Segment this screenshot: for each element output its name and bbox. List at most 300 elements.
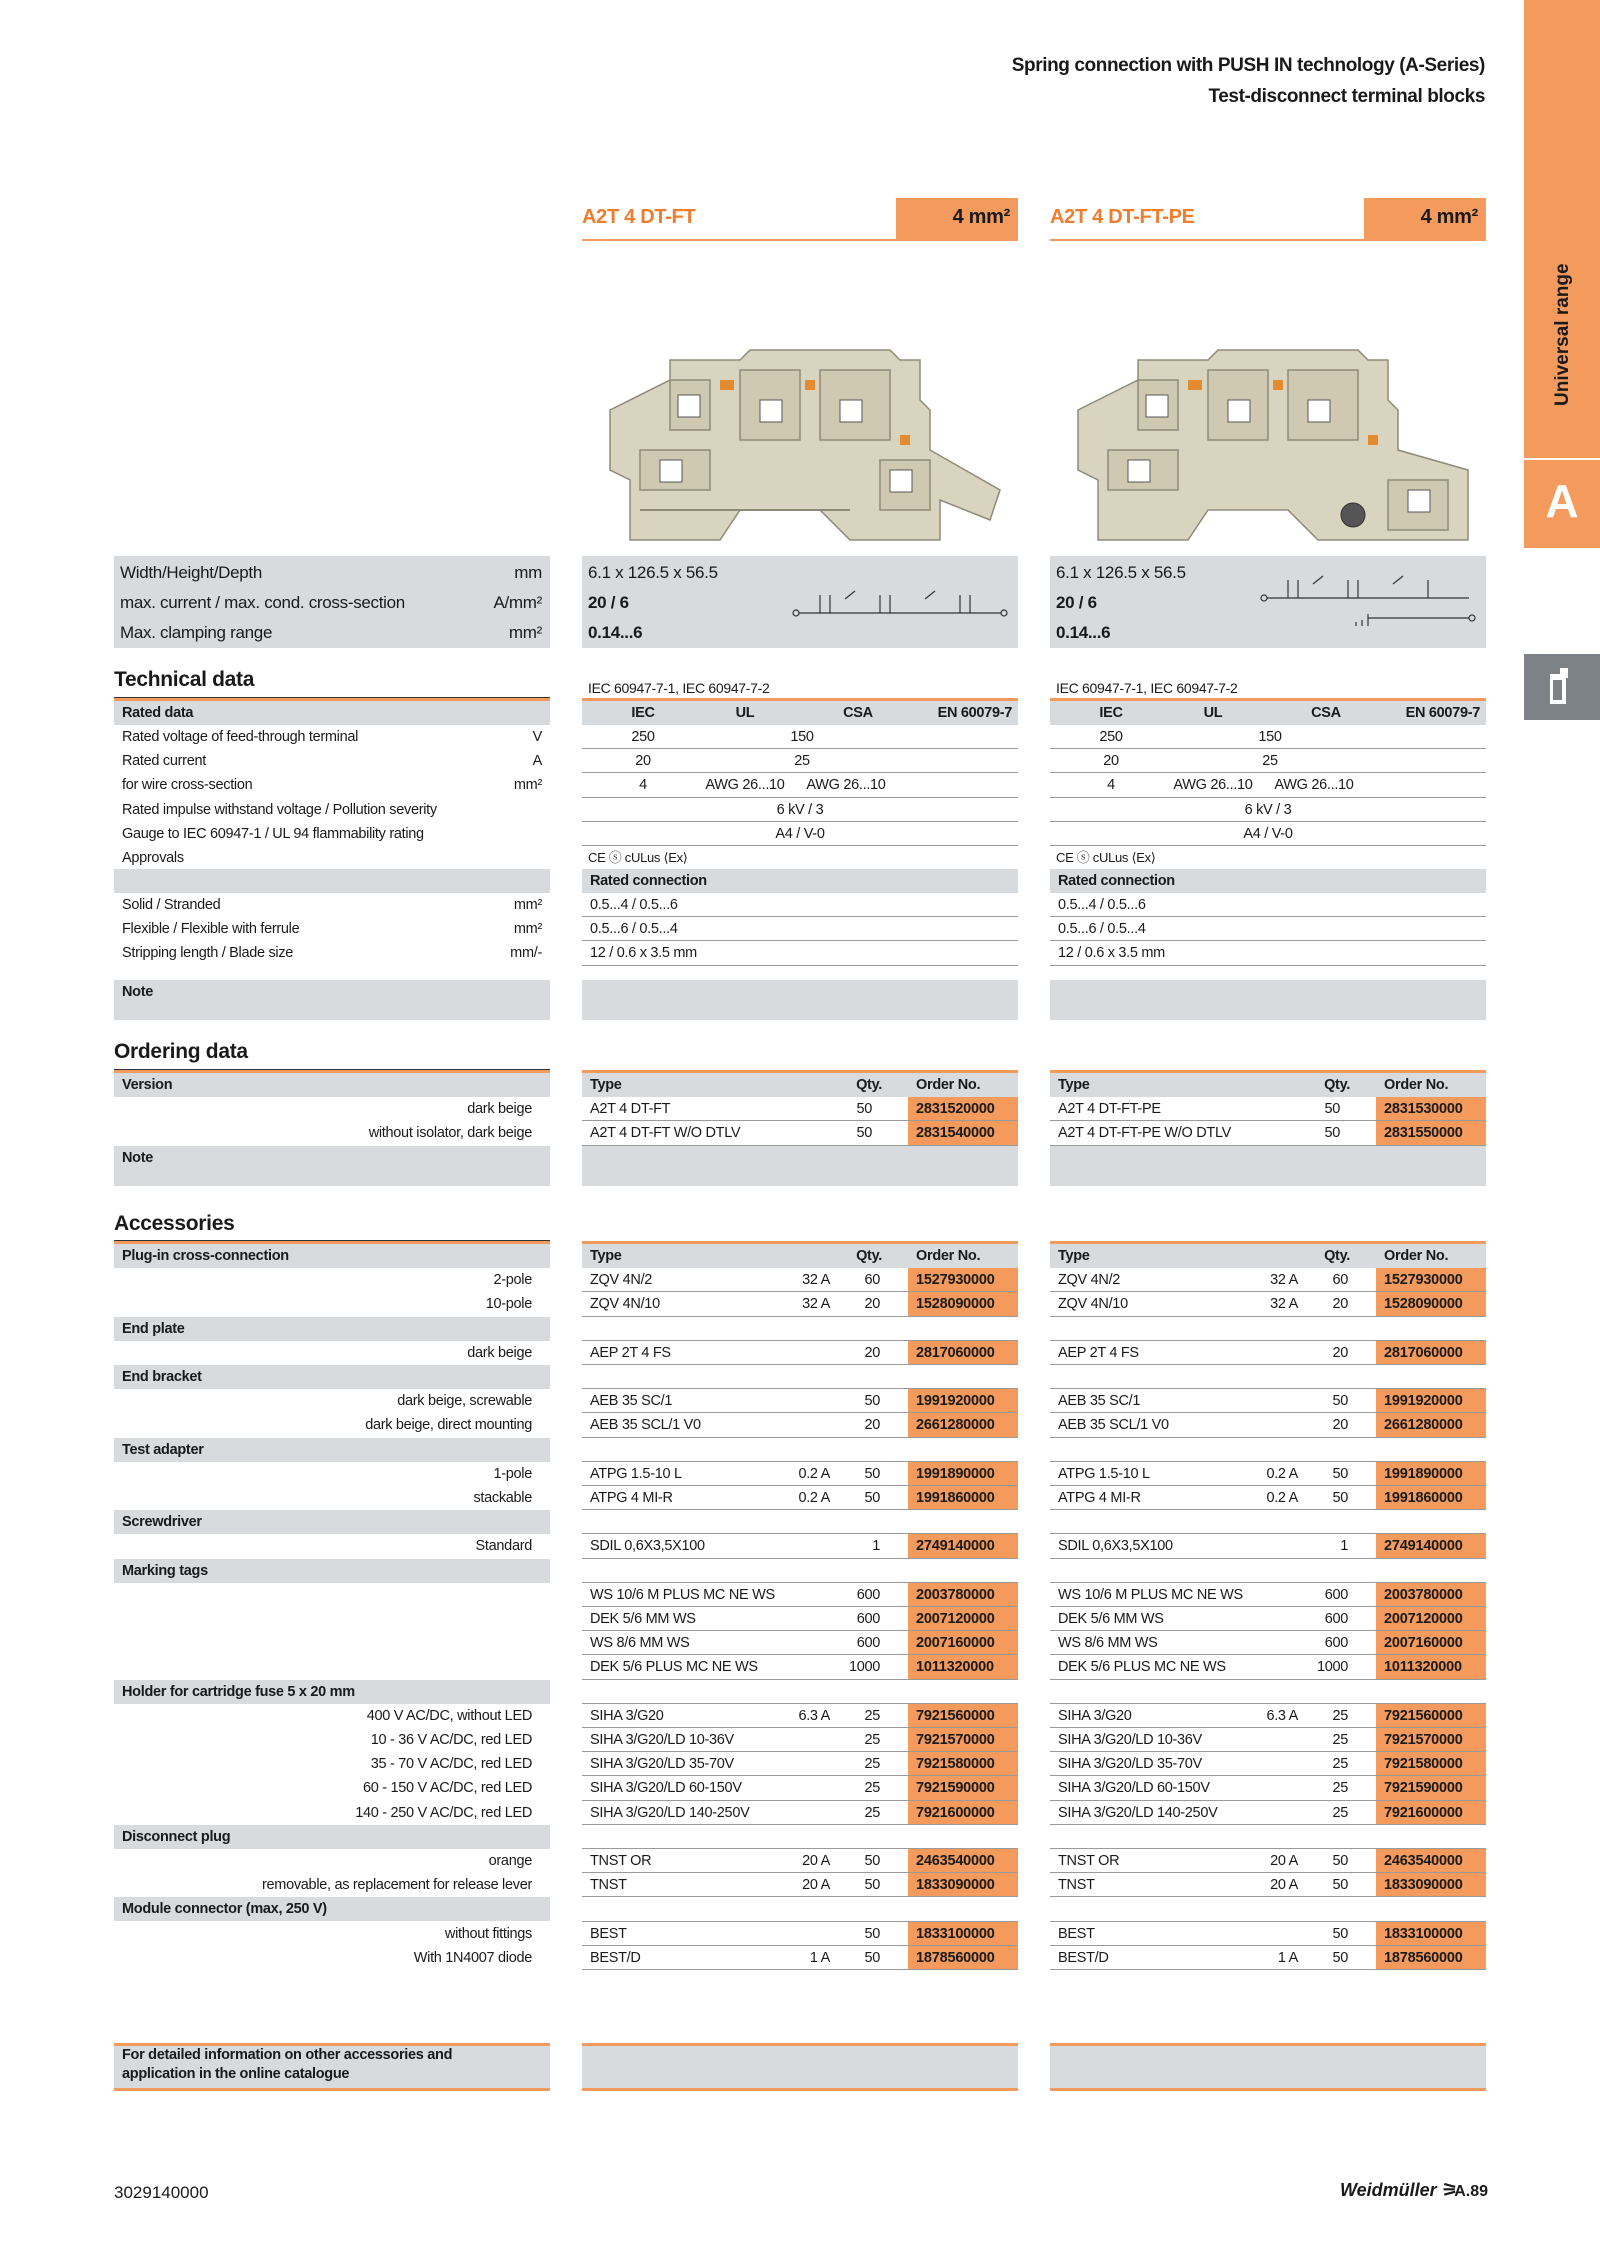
- summary-label-0: Width/Height/Depth: [120, 563, 263, 582]
- product1-acc-type-6-4: SIHA 3/G20/LD 140-250V: [590, 1804, 750, 1821]
- product1-acc-qty-5-1: 600: [856, 1611, 880, 1627]
- product2-gauge: A4 / V-0: [1243, 825, 1293, 842]
- product2-acc-type-5-2: WS 8/6 MM WS: [1058, 1635, 1158, 1652]
- product1-acc-type-5-3: DEK 5/6 PLUS MC NE WS: [590, 1659, 758, 1676]
- product2-acc-rating-7-0: 20 A: [1270, 1853, 1298, 1869]
- product1-clamp-value-0: 0.5...4 / 0.5...6: [590, 897, 678, 913]
- tech-unit-2: mm²: [513, 777, 542, 794]
- product1-acc-order-6-2: 7921580000: [908, 1752, 1018, 1776]
- product2-acc-type-4-0: SDIL 0,6X3,5X100: [1058, 1538, 1173, 1555]
- product2-acc-type-8-0: BEST: [1058, 1925, 1095, 1942]
- clamp-unit-1: mm²: [513, 921, 542, 938]
- footer-note-line1: For detailed information on other accessories and: [122, 2047, 453, 2063]
- product2-acc-type-5-1: DEK 5/6 MM WS: [1058, 1611, 1164, 1627]
- product1-impulse: 6 kV / 3: [776, 801, 824, 818]
- brand-logo: [1340, 2180, 1458, 2201]
- product2-ordering-qty-1: 50: [1324, 1125, 1340, 1142]
- product1-ordering-type-head: Type: [590, 1077, 622, 1093]
- product2-ordering-order-head: Order No.: [1384, 1077, 1449, 1093]
- document-number: 3029140000: [114, 2183, 209, 2202]
- product1-voltage-iec: 250: [631, 729, 655, 745]
- product2-acc-line-8-1: [1050, 1969, 1486, 1970]
- tech-label-2: for wire cross-section: [122, 777, 253, 794]
- product1-acc-qty-8-1: 50: [864, 1949, 880, 1966]
- product1-acc-order-6-0: 7921560000: [908, 1704, 1018, 1728]
- product2-acc-qty-7-1: 50: [1332, 1877, 1348, 1894]
- product1-ordering-type-1: A2T 4 DT-FT W/O DTLV: [590, 1125, 741, 1142]
- product1-acc-rating-3-0: 0.2 A: [798, 1465, 830, 1482]
- product2-acc-qty-6-0: 25: [1332, 1707, 1348, 1724]
- product2-clamp-value-0: 0.5...4 / 0.5...6: [1058, 897, 1146, 913]
- product1-acc-order-5-0: 2003780000: [908, 1583, 1018, 1607]
- summary-unit-1: A/mm²: [493, 593, 542, 612]
- product2-acc-qty-0-0: 60: [1332, 1272, 1348, 1289]
- product2-technical-note-box: [1050, 980, 1486, 1020]
- product1-current-ul: 25: [794, 753, 810, 770]
- acc-group-name-2: End bracket: [122, 1369, 202, 1385]
- product2-acc-order-2-0: 1991920000: [1376, 1389, 1486, 1413]
- acc-label-2-1: dark beige, direct mounting: [365, 1417, 532, 1434]
- product2-acc-type-5-0: WS 10/6 M PLUS MC NE WS: [1058, 1586, 1243, 1603]
- product1-acc-qty-2-1: 20: [864, 1417, 880, 1434]
- acc-group-name-6: Holder for cartridge fuse 5 x 20 mm: [122, 1683, 355, 1700]
- product1-acc-type-5-0: WS 10/6 M PLUS MC NE WS: [590, 1586, 775, 1603]
- product2-acc-qty-2-0: 50: [1332, 1393, 1348, 1410]
- product2-header: [1050, 198, 1486, 240]
- acc-label-3-0: 1-pole: [493, 1465, 532, 1482]
- product2-acc-rating-3-0: 0.2 A: [1266, 1465, 1298, 1482]
- product2-acc-qty-0-1: 20: [1332, 1296, 1348, 1313]
- product1-acc-qty-6-3: 25: [864, 1780, 880, 1797]
- clamp-label-1: Flexible / Flexible with ferrule: [122, 921, 300, 938]
- product2-acc-order-5-3: 1011320000: [1376, 1655, 1486, 1679]
- summary-label-1: max. current / max. cond. cross-section: [120, 593, 405, 612]
- product2-acc-order-2-1: 2661280000: [1376, 1413, 1486, 1437]
- clamp-unit-2: mm/-: [510, 945, 542, 962]
- product1-acc-order-8-1: 1878560000: [908, 1946, 1018, 1970]
- product1-acc-type-0-1: ZQV 4N/10: [590, 1296, 660, 1313]
- product2-acc-line-1-0: [1050, 1364, 1486, 1365]
- acc-label-2-0: dark beige, screwable: [397, 1393, 532, 1410]
- product1-current-iec: 20: [635, 753, 651, 770]
- terminal-category-icon: [1524, 654, 1600, 720]
- product2-acc-order-5-2: 2007160000: [1376, 1631, 1486, 1655]
- product1-acc-type-3-0: ATPG 1.5-10 L: [590, 1465, 682, 1482]
- acc-group-name-0: Plug-in cross-connection: [122, 1248, 289, 1264]
- product2-acc-order-0-1: 1528090000: [1376, 1292, 1486, 1316]
- product2-rated-connection-label: Rated connection: [1058, 873, 1175, 889]
- brand-name: Weidmüller: [1340, 2180, 1437, 2200]
- tech-label-3: Rated impulse withstand voltage / Pollution severity: [122, 801, 437, 818]
- product2-standards: IEC 60947-7-1, IEC 60947-7-2: [1056, 680, 1238, 696]
- footer-note-bottom-0: [114, 2088, 550, 2091]
- product2-acc-order-5-1: 2007120000: [1376, 1607, 1486, 1631]
- product1-acc-order-2-0: 1991920000: [908, 1389, 1018, 1413]
- product2-acc-order-6-2: 7921580000: [1376, 1752, 1486, 1776]
- product2-acc-qty-1-0: 20: [1332, 1344, 1348, 1361]
- side-tab-letter: A: [1545, 475, 1579, 527]
- product2-ordering-qty-head: Qty.: [1324, 1077, 1350, 1093]
- product2-acc-rating-0-1: 32 A: [1270, 1296, 1298, 1313]
- product2-name: A2T 4 DT-FT-PE: [1050, 206, 1195, 228]
- product1-acc-type-6-1: SIHA 3/G20/LD 10-36V: [590, 1732, 734, 1748]
- product2-acc-rating-3-1: 0.2 A: [1266, 1490, 1298, 1506]
- product2-colhead-1: UL: [1203, 705, 1223, 721]
- product1-acc-line-5-3: [582, 1679, 1018, 1680]
- product2-acc-qty-3-0: 50: [1332, 1465, 1348, 1482]
- product1-voltage-ul: 150: [790, 729, 814, 745]
- product2-ordering-qty-0: 50: [1324, 1101, 1340, 1118]
- tech-unit-1: A: [532, 753, 542, 770]
- ordering-label-1: without isolator, dark beige: [368, 1125, 532, 1142]
- product1-ordering-note-box: [582, 1146, 1018, 1186]
- product1-acc-order-0-0: 1527930000: [908, 1268, 1018, 1292]
- product1-acc-rating-8-1: 1 A: [809, 1949, 830, 1966]
- acc-group-name-7: Disconnect plug: [122, 1828, 231, 1845]
- page-number: A.89: [1454, 2183, 1488, 2200]
- product2-acc-qty-6-1: 25: [1332, 1732, 1348, 1748]
- product2-acc-rating-0-0: 32 A: [1270, 1272, 1298, 1289]
- technical-note-box: [114, 980, 550, 1020]
- product1-current: 20 / 6: [588, 593, 629, 612]
- acc-label-8-1: With 1N4007 diode: [413, 1949, 532, 1966]
- acc-label-0-0: 2-pole: [493, 1272, 532, 1289]
- product1-acc-order-2-1: 2661280000: [908, 1413, 1018, 1437]
- product1-acc-type-0-0: ZQV 4N/2: [590, 1272, 653, 1289]
- tech-label-5: Approvals: [122, 850, 184, 866]
- product1-acc-line-1-0: [582, 1364, 1018, 1365]
- product1-clamp-value-1: 0.5...6 / 0.5...4: [590, 921, 678, 938]
- product2-acc-order-7-0: 2463540000: [1376, 1849, 1486, 1873]
- product1-clamp: 0.14...6: [588, 623, 643, 642]
- product1-size: 4 mm²: [952, 206, 1010, 228]
- product1-acc-order-4-0: 2749140000: [908, 1534, 1018, 1558]
- product1-ordering-order-head: Order No.: [916, 1077, 981, 1093]
- product2-acc-line-5-3: [1050, 1679, 1486, 1680]
- acc-label-1-0: dark beige: [467, 1344, 532, 1361]
- tech-label-1: Rated current: [122, 753, 206, 770]
- product2-acc-line-4-0: [1050, 1558, 1486, 1559]
- product2-approvals-icons: CE ⓢ cULus ⟨Ex⟩: [1056, 850, 1156, 865]
- product2-acc-order-6-0: 7921560000: [1376, 1704, 1486, 1728]
- product2-acc-type-6-1: SIHA 3/G20/LD 10-36V: [1058, 1732, 1202, 1748]
- product2-acc-order-7-1: 1833090000: [1376, 1873, 1486, 1897]
- technical-title: Technical data: [114, 668, 255, 691]
- product2-acc-order-0-0: 1527930000: [1376, 1268, 1486, 1292]
- product1-colhead-1: UL: [735, 705, 755, 721]
- product1-image: [600, 340, 1010, 550]
- product2-clamp-value-1: 0.5...6 / 0.5...4: [1058, 921, 1146, 938]
- acc-label-8-0: without fittings: [444, 1925, 532, 1942]
- product1-acc-order-3-1: 1991860000: [908, 1486, 1018, 1510]
- rated-data-label: Rated data: [122, 705, 194, 721]
- product2-acc-qty-5-0: 600: [1324, 1586, 1348, 1603]
- product1-acc-type-head: Type: [590, 1248, 622, 1264]
- product2-acc-order-5-0: 2003780000: [1376, 1583, 1486, 1607]
- product2-clamp-line-2: [1050, 965, 1486, 966]
- product1-footer-note-box: [582, 2046, 1018, 2088]
- product2-acc-type-5-3: DEK 5/6 PLUS MC NE WS: [1058, 1659, 1226, 1676]
- product1-acc-order-0-1: 1528090000: [908, 1292, 1018, 1316]
- product1-clamp-value-2: 12 / 0.6 x 3.5 mm: [590, 945, 697, 962]
- product2-acc-type-1-0: AEP 2T 4 FS: [1058, 1344, 1139, 1361]
- acc-label-4-0: Standard: [475, 1538, 532, 1555]
- product1-colhead-0: IEC: [631, 705, 655, 721]
- product2-acc-type-8-1: BEST/D: [1058, 1949, 1109, 1966]
- footer-note-bottom-1: [582, 2088, 1018, 2091]
- product1-acc-qty-0-0: 60: [864, 1272, 880, 1289]
- product2-acc-rating-8-1: 1 A: [1277, 1949, 1298, 1966]
- product1-wire-ul: AWG 26...10: [705, 777, 785, 794]
- ordering-note-label: Note: [122, 1149, 154, 1166]
- technical-note-label: Note: [122, 984, 154, 1000]
- product1-acc-line-3-1: [582, 1509, 1018, 1510]
- product2-acc-qty-5-3: 1000: [1316, 1659, 1348, 1676]
- product1-acc-order-6-1: 7921570000: [908, 1728, 1018, 1752]
- acc-label-6-2: 35 - 70 V AC/DC, red LED: [370, 1756, 532, 1773]
- product2-acc-order-8-1: 1878560000: [1376, 1946, 1486, 1970]
- product2-acc-type-3-0: ATPG 1.5-10 L: [1058, 1465, 1150, 1482]
- product2-acc-qty-8-1: 50: [1332, 1949, 1348, 1966]
- product2-acc-qty-8-0: 50: [1332, 1925, 1348, 1942]
- product1-technical-note-box: [582, 980, 1018, 1020]
- product2-acc-order-4-0: 2749140000: [1376, 1534, 1486, 1558]
- product1-ordering-order-0: 2831520000: [908, 1097, 1018, 1121]
- brand-mark-icon: ⚞: [1441, 2180, 1458, 2200]
- product2-acc-order-1-0: 2817060000: [1376, 1341, 1486, 1365]
- product2-current: 20 / 6: [1056, 593, 1097, 612]
- header-line1: Spring connection with PUSH IN technology (A-Series): [1011, 55, 1485, 76]
- product1-header-line: [582, 239, 1018, 241]
- clamp-unit-0: mm²: [513, 897, 542, 913]
- product2-ordering-order-1: 2831550000: [1376, 1121, 1486, 1145]
- acc-group-name-8: Module connector (max, 250 V): [122, 1901, 327, 1918]
- footer-note-orange-2: [1050, 2043, 1486, 2046]
- product2-acc-qty-2-1: 20: [1332, 1417, 1348, 1434]
- acc-label-0-1: 10-pole: [485, 1296, 532, 1313]
- accessories-title: Accessories: [114, 1212, 235, 1235]
- product1-acc-qty-6-1: 25: [864, 1732, 880, 1748]
- product1-acc-type-7-1: TNST: [590, 1877, 627, 1894]
- product1-acc-rating-0-0: 32 A: [802, 1272, 830, 1289]
- product1-name: A2T 4 DT-FT: [582, 206, 696, 228]
- ordering-version-label: Version: [122, 1077, 173, 1093]
- product1-acc-order-8-0: 1833100000: [908, 1922, 1018, 1946]
- product1-acc-rating-3-1: 0.2 A: [798, 1490, 830, 1506]
- product1-acc-order-5-1: 2007120000: [908, 1607, 1018, 1631]
- acc-label-6-3: 60 - 150 V AC/DC, red LED: [363, 1780, 532, 1797]
- product1-acc-type-3-1: ATPG 4 MI-R: [590, 1490, 673, 1506]
- product1-acc-qty-8-0: 50: [864, 1925, 880, 1942]
- product1-acc-qty-3-1: 50: [864, 1490, 880, 1506]
- product2-acc-qty-7-0: 50: [1332, 1853, 1348, 1869]
- ordering-label-0: dark beige: [467, 1101, 532, 1118]
- product2-acc-rating-6-0: 6.3 A: [1266, 1707, 1298, 1724]
- acc-label-7-0: orange: [488, 1853, 532, 1869]
- product2-ordering-order-0: 2831530000: [1376, 1097, 1486, 1121]
- product2-acc-type-0-1: ZQV 4N/10: [1058, 1296, 1128, 1313]
- product2-size-box: [1364, 198, 1486, 240]
- acc-label-3-1: stackable: [473, 1490, 532, 1506]
- product2-voltage-iec: 250: [1099, 729, 1123, 745]
- acc-label-6-4: 140 - 250 V AC/DC, red LED: [355, 1804, 532, 1821]
- acc-group-name-3: Test adapter: [122, 1441, 204, 1458]
- product1-acc-order-6-4: 7921600000: [908, 1801, 1018, 1825]
- product2-acc-type-6-0: SIHA 3/G20: [1058, 1707, 1132, 1724]
- product2-size: 4 mm²: [1420, 206, 1478, 228]
- footer-note-bottom-2: [1050, 2088, 1486, 2091]
- product2-wire-ul: AWG 26...10: [1173, 777, 1253, 794]
- product1-ordering-order-1: 2831540000: [908, 1121, 1018, 1145]
- product1-colhead-3: EN 60079-7: [937, 705, 1012, 721]
- product1-rated-connection-label: Rated connection: [590, 873, 707, 889]
- product1-acc-order-head: Order No.: [916, 1248, 981, 1264]
- header-line2: Test-disconnect terminal blocks: [1208, 86, 1485, 107]
- product2-acc-type-2-0: AEB 35 SC/1: [1058, 1393, 1141, 1410]
- product1-acc-qty-2-0: 50: [864, 1393, 880, 1410]
- ordering-note-box: [114, 1146, 550, 1186]
- product2-acc-rating-7-1: 20 A: [1270, 1877, 1298, 1894]
- product2-image: [1068, 340, 1478, 550]
- product2-colhead-3: EN 60079-7: [1405, 705, 1480, 721]
- product1-acc-type-2-1: AEB 35 SCL/1 V0: [590, 1417, 701, 1434]
- product2-acc-qty-4-0: 1: [1340, 1538, 1348, 1555]
- product1-acc-line-7-1: [582, 1896, 1018, 1897]
- product2-acc-order-6-3: 7921590000: [1376, 1776, 1486, 1800]
- product1-acc-type-4-0: SDIL 0,6X3,5X100: [590, 1538, 705, 1555]
- product2-acc-qty-6-4: 25: [1332, 1804, 1348, 1821]
- product1-acc-order-6-3: 7921590000: [908, 1776, 1018, 1800]
- product2-acc-type-7-0: TNST OR: [1058, 1853, 1120, 1869]
- product1-gauge: A4 / V-0: [775, 825, 825, 842]
- product2-acc-order-3-0: 1991890000: [1376, 1462, 1486, 1486]
- product1-acc-line-8-1: [582, 1969, 1018, 1970]
- summary-label-2: Max. clamping range: [120, 623, 273, 642]
- product2-voltage-ul: 150: [1258, 729, 1282, 745]
- summary-unit-0: mm: [514, 563, 542, 582]
- product1-acc-order-7-1: 1833090000: [908, 1873, 1018, 1897]
- product1-acc-type-6-0: SIHA 3/G20: [590, 1707, 664, 1724]
- product1-acc-rating-7-0: 20 A: [802, 1853, 830, 1869]
- product1-acc-type-5-1: DEK 5/6 MM WS: [590, 1611, 696, 1627]
- product1-acc-rating-7-1: 20 A: [802, 1877, 830, 1894]
- product2-acc-order-6-4: 7921600000: [1376, 1801, 1486, 1825]
- product1-colhead-2: CSA: [843, 705, 873, 721]
- product1-clamp-line-2: [582, 965, 1018, 966]
- product2-acc-line-2-1: [1050, 1437, 1486, 1438]
- product1-acc-qty-4-0: 1: [872, 1538, 880, 1555]
- product2-acc-qty-3-1: 50: [1332, 1490, 1348, 1506]
- product2-wire-csa: AWG 26...10: [1274, 777, 1354, 794]
- product1-dims: 6.1 x 126.5 x 56.5: [588, 563, 718, 582]
- product1-wire-iec: 4: [639, 777, 647, 794]
- product1-acc-qty-3-0: 50: [864, 1465, 880, 1482]
- product1-approvals-icons: CE ⓢ cULus ⟨Ex⟩: [588, 850, 688, 865]
- product2-clamp: 0.14...6: [1056, 623, 1111, 642]
- product2-acc-type-2-1: AEB 35 SCL/1 V0: [1058, 1417, 1169, 1434]
- product2-clamp-value-2: 12 / 0.6 x 3.5 mm: [1058, 945, 1165, 962]
- product1-ordering-qty-1: 50: [856, 1125, 872, 1142]
- product1-circuit-symbol: [790, 585, 1010, 621]
- product2-acc-qty-6-2: 25: [1332, 1756, 1348, 1773]
- product1-acc-type-8-1: BEST/D: [590, 1949, 641, 1966]
- product2-acc-qty-6-3: 25: [1332, 1780, 1348, 1797]
- product1-acc-line-2-1: [582, 1437, 1018, 1438]
- product2-acc-order-6-1: 7921570000: [1376, 1728, 1486, 1752]
- product1-acc-line-6-4: [582, 1824, 1018, 1825]
- side-tab-divider: [1524, 458, 1600, 460]
- product2-footer-note-box: [1050, 2046, 1486, 2088]
- product2-acc-type-7-1: TNST: [1058, 1877, 1095, 1894]
- clamp-label-2: Stripping length / Blade size: [122, 945, 294, 962]
- product1-acc-order-5-2: 2007160000: [908, 1631, 1018, 1655]
- product1-acc-qty-1-0: 20: [864, 1344, 880, 1361]
- product2-colhead-2: CSA: [1311, 705, 1341, 721]
- product2-impulse: 6 kV / 3: [1244, 801, 1292, 818]
- acc-label-6-1: 10 - 36 V AC/DC, red LED: [370, 1732, 532, 1748]
- product1-acc-type-1-0: AEP 2T 4 FS: [590, 1344, 671, 1361]
- product1-acc-type-6-3: SIHA 3/G20/LD 60-150V: [590, 1780, 742, 1797]
- tech-label-4: Gauge to IEC 60947-1 / UL 94 flammability rating: [122, 825, 424, 842]
- product2-header-line: [1050, 239, 1486, 241]
- acc-label-7-1: removable, as replacement for release lever: [262, 1877, 532, 1894]
- footer-note-line2: application in the online catalogue: [122, 2066, 350, 2082]
- acc-group-name-4: Screwdriver: [122, 1514, 202, 1531]
- footer-note-orange-1: [582, 2043, 1018, 2046]
- product2-acc-type-6-2: SIHA 3/G20/LD 35-70V: [1058, 1756, 1202, 1773]
- product1-acc-type-2-0: AEB 35 SC/1: [590, 1393, 673, 1410]
- product1-acc-qty-5-0: 600: [856, 1586, 880, 1603]
- product2-current-ul: 25: [1262, 753, 1278, 770]
- clamped-conductors-row: [114, 869, 550, 893]
- product1-ordering-qty-head: Qty.: [856, 1077, 882, 1093]
- product2-acc-order-3-1: 1991860000: [1376, 1486, 1486, 1510]
- product2-wire-iec: 4: [1107, 777, 1115, 794]
- product1-acc-line-0-1: [582, 1316, 1018, 1317]
- product2-acc-qty-5-2: 600: [1324, 1635, 1348, 1652]
- product2-current-iec: 20: [1103, 753, 1119, 770]
- product2-acc-type-head: Type: [1058, 1248, 1090, 1264]
- product1-acc-rating-6-0: 6.3 A: [798, 1707, 830, 1724]
- product2-acc-line-7-1: [1050, 1896, 1486, 1897]
- product1-acc-order-3-0: 1991890000: [908, 1462, 1018, 1486]
- product1-acc-rating-0-1: 32 A: [802, 1296, 830, 1313]
- product1-acc-order-1-0: 2817060000: [908, 1341, 1018, 1365]
- product1-acc-type-6-2: SIHA 3/G20/LD 35-70V: [590, 1756, 734, 1773]
- acc-group-name-1: End plate: [122, 1320, 185, 1337]
- product2-acc-qty-head: Qty.: [1324, 1248, 1350, 1264]
- product1-ordering-type-0: A2T 4 DT-FT: [590, 1101, 671, 1118]
- product1-acc-qty-6-4: 25: [864, 1804, 880, 1821]
- product2-ordering-note-box: [1050, 1146, 1486, 1186]
- side-tab-label: Universal range: [1552, 263, 1573, 406]
- product1-acc-qty-0-1: 20: [864, 1296, 880, 1313]
- product2-acc-qty-5-1: 600: [1324, 1611, 1348, 1627]
- product1-acc-qty-5-3: 1000: [848, 1659, 880, 1676]
- product1-acc-qty-6-2: 25: [864, 1756, 880, 1773]
- tech-unit-0: V: [532, 729, 542, 745]
- product1-acc-qty-6-0: 25: [864, 1707, 880, 1724]
- product2-acc-line-0-1: [1050, 1316, 1486, 1317]
- product2-acc-order-head: Order No.: [1384, 1248, 1449, 1264]
- product1-size-box: [896, 198, 1018, 240]
- product2-acc-type-0-0: ZQV 4N/2: [1058, 1272, 1121, 1289]
- product1-acc-qty-5-2: 600: [856, 1635, 880, 1652]
- product2-acc-order-8-0: 1833100000: [1376, 1922, 1486, 1946]
- product1-acc-qty-7-0: 50: [864, 1853, 880, 1869]
- product2-circuit-symbol: [1258, 570, 1478, 630]
- tech-label-0: Rated voltage of feed-through terminal: [122, 729, 359, 745]
